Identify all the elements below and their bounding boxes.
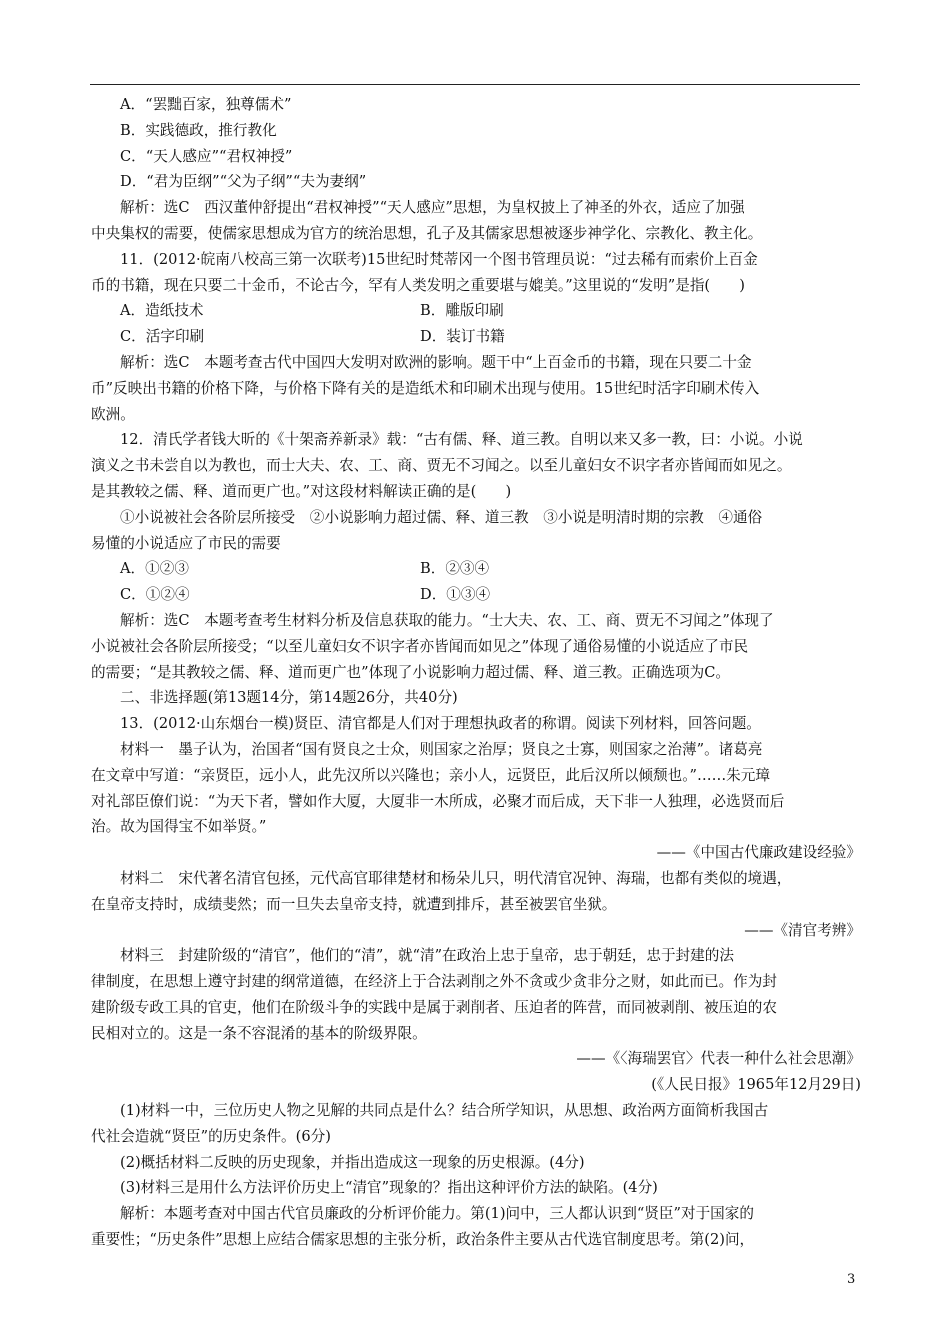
source-citation: ——《〈海瑞罢官〉代表一种什么社会思潮》 xyxy=(576,1050,861,1068)
text-line: 重要性；“历史条件”思想上应结合儒家思想的主张分析，政治条件主要从古代选官制度思考。第(2)问， xyxy=(91,1231,755,1249)
text-line: 律制度，在思想上遵守封建的纲常道德，在经济上于合法剥削之外不贪或少贪非分之财，如此而已。作为封 xyxy=(91,973,777,991)
text-line: 建阶级专政工具的官吏，他们在阶级斗争的实践中是属于剥削者、压迫者的阵营，而同被剥削、被压迫的农 xyxy=(91,998,777,1016)
text-line: ①小说被社会各阶层所接受 ②小说影响力超过儒、释、道三教 ③小说是明清时期的宗教 ④通俗 xyxy=(120,508,763,526)
text-line: 的需要；“是其教较之儒、释、道而更广也”体现了小说影响力超过儒、释、道三教。正确选项为C。 xyxy=(91,663,731,681)
option-row xyxy=(91,298,861,324)
option-left: A．造纸技术 xyxy=(120,302,204,320)
option-left: C．活字印刷 xyxy=(120,328,205,346)
text-line: 在皇帝支持时，成绩斐然；而一旦失去皇帝支持，就遭到排斥，甚至被罢官坐狱。 xyxy=(91,895,617,913)
text-line: 演义之书未尝自以为教也，而士大夫、农、工、商、贾无不习闻之。以至儿童妇女不识字者亦皆闻而如见之。 xyxy=(91,457,792,475)
option-right: B．②③④ xyxy=(420,560,490,578)
option-right: D．装订书籍 xyxy=(420,328,505,346)
header-rule xyxy=(90,84,860,85)
text-line: A．“罢黜百家，独尊儒术” xyxy=(120,96,292,113)
text-line: 12．清氏学者钱大昕的《十架斋养新录》载：“古有儒、释、道三教。自明以来又多一教，曰：小说。小说 xyxy=(120,431,803,449)
text-line: (1)材料一中，三位历史人物之见解的共同点是什么？结合所学知识，从思想、政治两方面简析我国古 xyxy=(120,1102,769,1120)
option-row xyxy=(91,556,861,582)
source-citation: ——《清官考辨》 xyxy=(744,921,861,939)
text-line: 中央集权的需要，使儒家思想成为官方的统治思想，孔子及其儒家思想被逐步神学化、宗教化、教主化。 xyxy=(91,224,763,242)
option-right: D．①③④ xyxy=(420,586,491,604)
text-line: (2)概括材料二反映的历史现象，并指出造成这一现象的历史根源。(4分) xyxy=(120,1153,585,1171)
text-line: 代社会造就“贤臣”的历史条件。(6分) xyxy=(91,1127,331,1145)
text-line: 对礼部臣僚们说：“为天下者，譬如作大厦，大厦非一木所成，必聚才而后成，天下非一人独理，必选贤而后 xyxy=(91,792,785,810)
text-line: 解析：本题考查对中国古代官员廉政的分析评价能力。第(1)问中，三人都认识到“贤臣”对于国家的 xyxy=(120,1205,754,1223)
text-line: 在文章中写道：“亲贤臣，远小人，此先汉所以兴隆也；亲小人，远贤臣，此后汉所以倾颓也。”……朱元璋 xyxy=(91,766,770,784)
text-line: 民相对立的。这是一条不容混淆的基本的阶级界限。 xyxy=(91,1024,427,1042)
option-right: B．雕版印刷 xyxy=(420,302,504,320)
text-line: D．“君为臣纲”“父为子纲”“夫为妻纲” xyxy=(120,173,367,191)
text-line: 小说被社会各阶层所接受；“以至儿童妇女不识字者亦皆闻而如见之”体现了通俗易懂的小说适应了市民 xyxy=(91,637,749,655)
page-number: 3 xyxy=(847,1272,856,1287)
option-left: C．①②④ xyxy=(120,586,190,604)
text-line: 解析：选C 西汉董仲舒提出“君权神授”“天人感应”思想，为皇权披上了神圣的外衣，适应了加强 xyxy=(120,199,745,217)
text-line: 13．(2012·山东烟台一模)贤臣、清官都是人们对于理想执政者的称谓。阅读下列材料，回答问题。 xyxy=(120,715,761,733)
text-line: 11．(2012·皖南八校高三第一次联考)15世纪时梵蒂冈一个图书管理员说：“过去稀有而索价上百金 xyxy=(120,250,758,268)
source-citation: ——《中国古代廉政建设经验》 xyxy=(656,844,861,862)
option-row xyxy=(91,582,861,608)
text-line: 币的书籍，现在只要二十金币，不论古今，罕有人类发明之重要堪与媲美。”这里说的“发明”是指( ) xyxy=(91,276,746,294)
text-line: 二、非选择题(第13题14分，第14题26分，共40分) xyxy=(120,689,458,707)
text-line: C．“天人感应”“君权神授” xyxy=(120,147,293,165)
option-left: A．①②③ xyxy=(120,560,189,578)
text-line: 治。故为国得宝不如举贤。” xyxy=(91,818,267,836)
text-line: 欧洲。 xyxy=(91,405,135,423)
text-line: 币”反映出书籍的价格下降，与价格下降有关的是造纸术和印刷术出现与使用。15世纪时活字印刷术传入 xyxy=(91,379,760,397)
text-line: 材料二 宋代著名清官包拯，元代高官耶律楚材和杨朵儿只，明代清官况钟、海瑞，也都有类似的境遇， xyxy=(120,869,792,887)
source-citation: (《人民日报》1965年12月29日) xyxy=(651,1076,861,1094)
option-row xyxy=(91,324,861,350)
document-body xyxy=(91,92,861,1253)
text-line: B．实践德政，推行教化 xyxy=(120,121,277,139)
text-line: 材料三 封建阶级的“清官”，他们的“清”，就“清”在政治上忠于皇帝，忠于朝廷，忠于封建的法 xyxy=(120,947,734,965)
text-line: 解析：选C 本题考查考生材料分析及信息获取的能力。“士大夫、农、工、商、贾无不习闻之”体现了 xyxy=(120,611,774,629)
text-line: 解析：选C 本题考查古代中国四大发明对欧洲的影响。题干中“上百金币的书籍，现在只要二十金 xyxy=(120,353,752,371)
text-line: 易懂的小说适应了市民的需要 xyxy=(91,534,281,552)
text-line: (3)材料三是用什么方法评价历史上“清官”现象的？指出这种评价方法的缺陷。(4分) xyxy=(120,1179,658,1197)
text-line: 是其教较之儒、释、道而更广也。”对这段材料解读正确的是( ) xyxy=(91,482,512,500)
text-line: 材料一 墨子认为，治国者“国有贤良之士众，则国家之治厚；贤良之士寡，则国家之治薄”。诸葛亮 xyxy=(120,740,763,758)
